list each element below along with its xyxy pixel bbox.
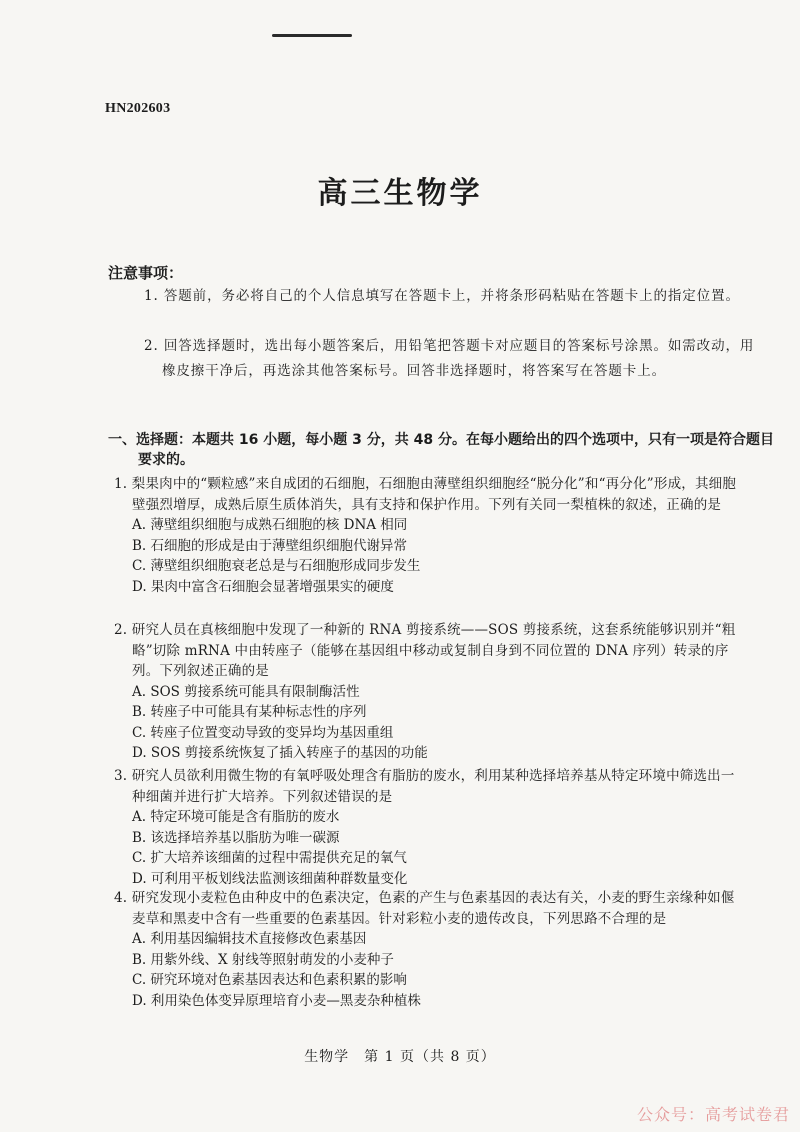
question-stem: 3. 研究人员欲利用微生物的有氧呼吸处理含有脂肪的废水，利用某种选择培养基从特定环境中筛选出一种细菌并进行扩大培养。下列叙述错误的是 <box>114 768 735 805</box>
question-3 <box>114 766 744 889</box>
page-footer: 生物学 第 1 页（共 8 页） <box>304 1049 496 1065</box>
section-heading: 一、选择题：本题共 16 小题，每小题 3 分，共 48 分。在每小题给出的四个选项中，只有一项是符合题目要求的。 <box>108 432 774 468</box>
question-stem: 2. 研究人员在真核细胞中发现了一种新的 RNA 剪接系统——SOS 剪接系统，这套系统能够识别并“粗略”切除 mRNA 中由转座子（能够在基因组中移动或复制自身到不同位置的 DNA 序列）转录的序列。下列叙述正确的是 <box>114 622 736 679</box>
top-scan-mark <box>272 34 352 37</box>
question-1 <box>114 474 744 597</box>
notice-heading: 注意事项： <box>108 264 184 282</box>
question-stem: 4. 研究发现小麦粒色由种皮中的色素决定，色素的产生与色素基因的表达有关，小麦的野生亲缘种如偃麦草和黑麦中含有一些重要的色素基因。针对彩粒小麦的遗传改良，下列思路不合理的是 <box>114 890 735 927</box>
notice-item-2: 2. 回答选择题时，选出每小题答案后，用铅笔把答题卡对应题目的答案标号涂黑。如需改动，用橡皮擦干净后，再选涂其他答案标号。回答非选择题时，将答案写在答题卡上。 <box>144 338 755 379</box>
question-4 <box>114 888 744 1011</box>
option-c: C. 研究环境对色素基因表达和色素积累的影响 <box>132 972 407 988</box>
option-b: B. 石细胞的形成是由于薄壁组织细胞代谢异常 <box>132 537 408 554</box>
option-b: B. 用紫外线、X 射线等照射萌发的小麦种子 <box>132 951 394 968</box>
option-d: D. 利用染色体变异原理培育小麦—黑麦杂种植株 <box>132 992 421 1009</box>
exam-code: HN202603 <box>105 101 171 116</box>
option-a: A. 特定环境可能是含有脂肪的废水 <box>132 809 340 825</box>
option-d: D. 果肉中富含石细胞会显著增强果实的硬度 <box>132 578 394 595</box>
option-b: B. 该选择培养基以脂肪为唯一碳源 <box>132 829 340 846</box>
watermark: 公众号：高考试卷君 <box>636 1105 790 1124</box>
option-c: C. 转座子位置变动导致的变异均为基因重组 <box>132 724 394 741</box>
option-d: D. 可利用平板划线法监测该细菌种群数量变化 <box>132 870 408 887</box>
option-a: A. 利用基因编辑技术直接修改色素基因 <box>132 931 367 947</box>
option-d: D. SOS 剪接系统恢复了插入转座子的基因的功能 <box>132 745 428 761</box>
option-a: A. SOS 剪接系统可能具有限制酶活性 <box>132 683 360 700</box>
page-title: 高三生物学 <box>317 176 483 211</box>
option-c: C. 薄壁组织细胞衰老总是与石细胞形成同步发生 <box>132 558 421 574</box>
question-stem: 1. 梨果肉中的“颗粒感”来自成团的石细胞，石细胞由薄壁组织细胞经“脱分化”和“再分化”形成，其细胞壁强烈增厚，成熟后原生质体消失，具有支持和保护作用。下列有关同一梨植株的叙述，正确的是 <box>114 476 737 513</box>
option-a: A. 薄壁组织细胞与成熟石细胞的核 DNA 相同 <box>132 517 408 533</box>
question-2 <box>114 620 744 764</box>
notice-item-1: 1. 答题前，务必将自己的个人信息填写在答题卡上，并将条形码粘贴在答题卡上的指定位置。 <box>144 288 740 304</box>
option-b: B. 转座子中可能具有某种标志性的序列 <box>132 704 367 720</box>
option-c: C. 扩大培养该细菌的过程中需提供充足的氧气 <box>132 850 407 866</box>
